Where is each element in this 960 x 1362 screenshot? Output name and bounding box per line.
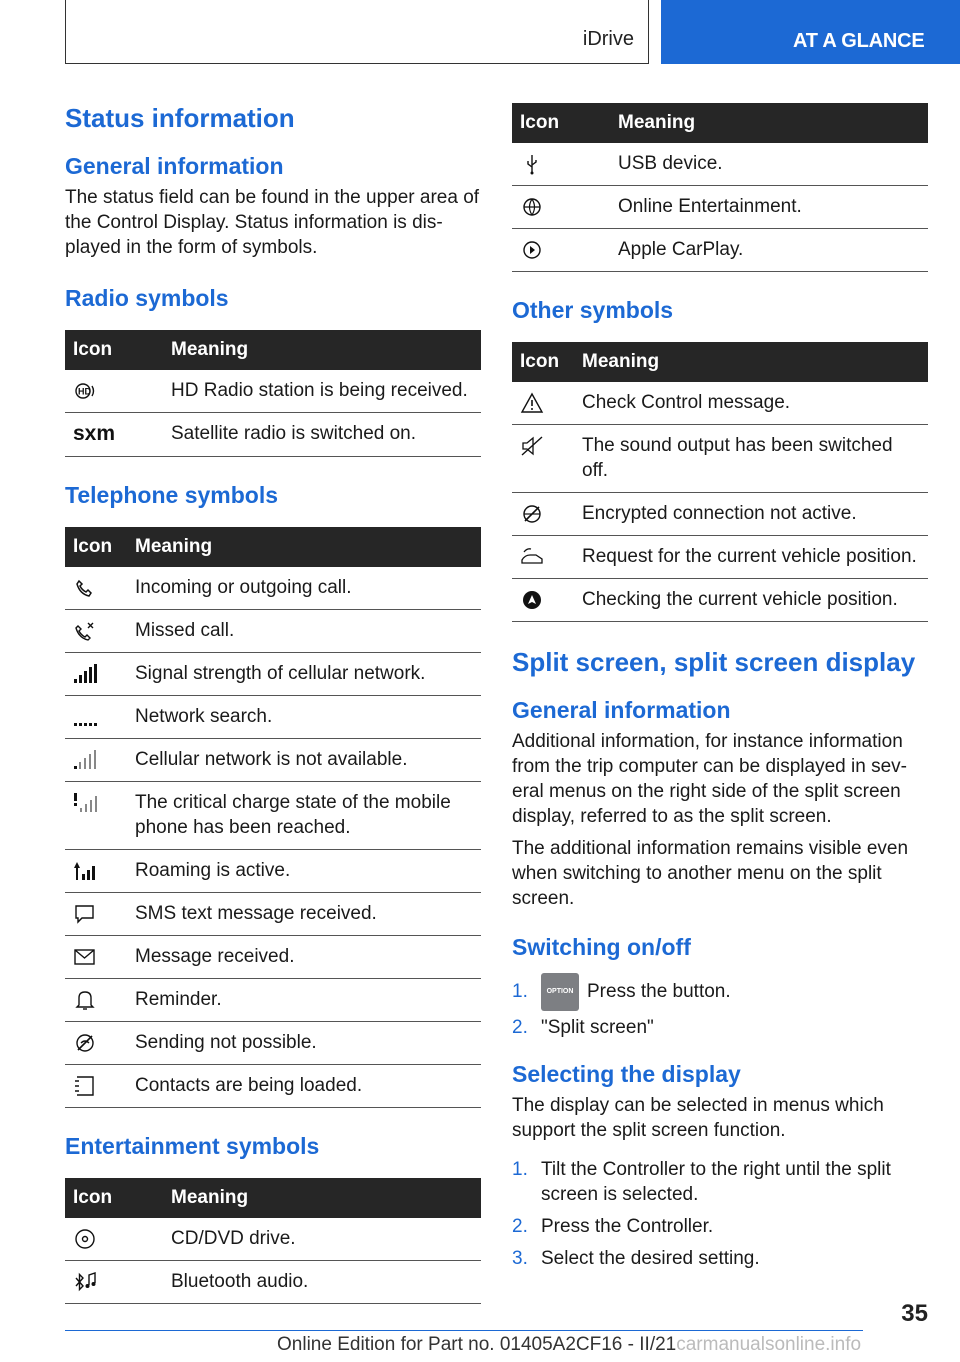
table-row: [512, 579, 928, 622]
table-row: [65, 653, 481, 696]
table-row: [65, 610, 481, 653]
table-row: [65, 850, 481, 893]
table-row: [65, 1261, 481, 1304]
list-item: [512, 1246, 928, 1271]
chapter-tab: AT A GLANCE: [661, 0, 960, 64]
table-row: [512, 186, 928, 229]
network-search-icon: [73, 706, 97, 728]
phone-call-icon: [73, 577, 97, 599]
option-button-icon: OPTION: [541, 973, 579, 1011]
row-meaning: Sending not possible.: [127, 1022, 481, 1065]
table-row: [65, 696, 481, 739]
step-text: Select the desired setting.: [541, 1248, 760, 1269]
row-meaning: Checking the current vehicle position.: [574, 579, 928, 622]
encryption-off-icon: [520, 503, 544, 525]
table-row: [65, 567, 481, 610]
page-title: Status information: [65, 103, 295, 133]
selecting-steps: [512, 1157, 928, 1271]
col-icon-header: Icon: [65, 330, 163, 370]
position-check-icon: [520, 589, 544, 611]
edition-text: Online Edition for Part no. 01405A2CF16 - II/21: [277, 1334, 677, 1355]
online-entertainment-icon: [520, 196, 544, 218]
table-row: [65, 1065, 481, 1108]
switching-heading: Switching on/off: [512, 934, 691, 960]
other-table: [512, 342, 928, 622]
table-row: [65, 979, 481, 1022]
no-network-icon: [73, 749, 97, 771]
row-meaning: USB device.: [610, 143, 928, 186]
telephone-heading: Telephone symbols: [65, 482, 279, 508]
list-item: [512, 1214, 928, 1239]
split-general-text-2: The additional information remains visible even when switching to another menu on the split screen.: [512, 838, 909, 909]
row-meaning: SMS text message received.: [127, 893, 481, 936]
list-item: [512, 973, 928, 1011]
critical-charge-icon: [73, 792, 97, 814]
split-screen-title: Split screen, split screen display: [512, 647, 916, 677]
col-icon-header: Icon: [65, 1178, 163, 1218]
row-meaning: The critical charge state of the mobile phone has been reached.: [127, 782, 481, 850]
table-row: [512, 382, 928, 425]
row-meaning: HD Radio station is being received.: [163, 370, 481, 413]
missed-call-icon: [73, 620, 97, 642]
footer-divider: [65, 1330, 863, 1331]
row-meaning: Contacts are being loaded.: [127, 1065, 481, 1108]
step-text: Press the Controller.: [541, 1216, 714, 1237]
row-meaning: Request for the current vehicle position.: [574, 536, 928, 579]
row-meaning: Network search.: [127, 696, 481, 739]
general-info-heading: General information: [65, 153, 284, 179]
signal-strength-icon: [73, 663, 97, 685]
col-meaning-header: Meaning: [127, 527, 481, 567]
col-meaning-header: Meaning: [574, 342, 928, 382]
col-meaning-header: Meaning: [610, 103, 928, 143]
step-number: 2.: [512, 1216, 528, 1237]
row-meaning: Check Control message.: [574, 382, 928, 425]
entertainment-table: [65, 1178, 481, 1304]
entertainment-table-continued: [512, 103, 928, 272]
general-info-text: The status field can be found in the upper area of the Control Display. Status information is dis- played in the form of symbols.: [65, 187, 480, 258]
left-column: [65, 100, 481, 1304]
row-meaning: Satellite radio is switched on.: [163, 413, 481, 457]
table-row: [65, 782, 481, 850]
row-meaning: Signal strength of cellular network.: [127, 653, 481, 696]
table-row: [512, 493, 928, 536]
radio-heading: Radio symbols: [65, 285, 229, 311]
row-meaning: Incoming or outgoing call.: [127, 567, 481, 610]
row-meaning: The sound output has been switched off.: [574, 425, 928, 493]
table-row: [512, 229, 928, 272]
step-text: "Split screen": [541, 1017, 654, 1038]
sxm-logo: sxm: [73, 422, 116, 445]
hd-radio-icon: [73, 380, 97, 402]
row-meaning: Encrypted connection not active.: [574, 493, 928, 536]
selecting-heading: Selecting the display: [512, 1061, 741, 1087]
col-meaning-header: Meaning: [163, 1178, 481, 1218]
switching-steps: [512, 973, 928, 1040]
col-icon-header: Icon: [512, 103, 610, 143]
cd-dvd-icon: [73, 1228, 97, 1250]
col-meaning-header: Meaning: [163, 330, 481, 370]
header-chapter-box: [65, 0, 649, 64]
col-icon-header: Icon: [512, 342, 574, 382]
position-request-icon: [520, 546, 544, 568]
row-meaning: Roaming is active.: [127, 850, 481, 893]
row-meaning: CD/DVD drive.: [163, 1218, 481, 1261]
table-row: [65, 893, 481, 936]
table-row: [65, 739, 481, 782]
other-heading: Other symbols: [512, 297, 674, 323]
table-row: [65, 413, 481, 457]
step-number: 3.: [512, 1248, 528, 1269]
row-meaning: Bluetooth audio.: [163, 1261, 481, 1304]
table-row: [512, 425, 928, 493]
telephone-table: [65, 527, 481, 1108]
list-item: [512, 1157, 928, 1207]
warning-triangle-icon: [520, 392, 544, 414]
split-general-text-1: Additional information, for instance information from the trip computer can be displayed in sev‐ eral menus on the right side of the split screen display, referred to as the split screen.: [512, 731, 907, 827]
col-icon-header: Icon: [65, 527, 127, 567]
row-meaning: Online Entertainment.: [610, 186, 928, 229]
sound-off-icon: [520, 435, 544, 457]
table-row: [512, 143, 928, 186]
row-meaning: Apple CarPlay.: [610, 229, 928, 272]
sms-icon: [73, 903, 97, 925]
row-meaning: Reminder.: [127, 979, 481, 1022]
footer-edition: [277, 1334, 861, 1356]
table-row: [65, 1218, 481, 1261]
step-text: Press the button.: [587, 981, 731, 1002]
roaming-icon: [73, 860, 97, 882]
chapter-label: iDrive: [582, 28, 634, 50]
table-row: [65, 370, 481, 413]
contacts-loading-icon: [73, 1075, 97, 1097]
right-column: [512, 103, 928, 1271]
radio-table: [65, 330, 481, 457]
table-row: [512, 536, 928, 579]
envelope-icon: [73, 946, 97, 968]
carplay-icon: [520, 239, 544, 261]
step-number: 1.: [512, 1159, 528, 1180]
selecting-text: The display can be selected in menus which support the split screen function.: [512, 1095, 884, 1141]
row-meaning: Message received.: [127, 936, 481, 979]
svg-text:HD: HD: [78, 386, 91, 397]
split-general-heading: General information: [512, 697, 731, 723]
step-number: 1.: [512, 981, 528, 1002]
table-row: [65, 936, 481, 979]
row-meaning: Cellular network is not available.: [127, 739, 481, 782]
bluetooth-audio-icon: [73, 1271, 97, 1293]
table-row: [65, 1022, 481, 1065]
watermark: carmanualsonline.info: [676, 1334, 862, 1355]
row-meaning: Missed call.: [127, 610, 481, 653]
sending-not-possible-icon: [73, 1032, 97, 1054]
page-number: 35: [901, 1300, 928, 1327]
step-text: Tilt the Controller to the right until the split screen is selected.: [541, 1159, 891, 1205]
bell-icon: [73, 989, 97, 1011]
list-item: [512, 1015, 928, 1040]
step-number: 2.: [512, 1017, 528, 1038]
entertainment-heading: Entertainment symbols: [65, 1133, 320, 1159]
usb-icon: [520, 153, 544, 175]
